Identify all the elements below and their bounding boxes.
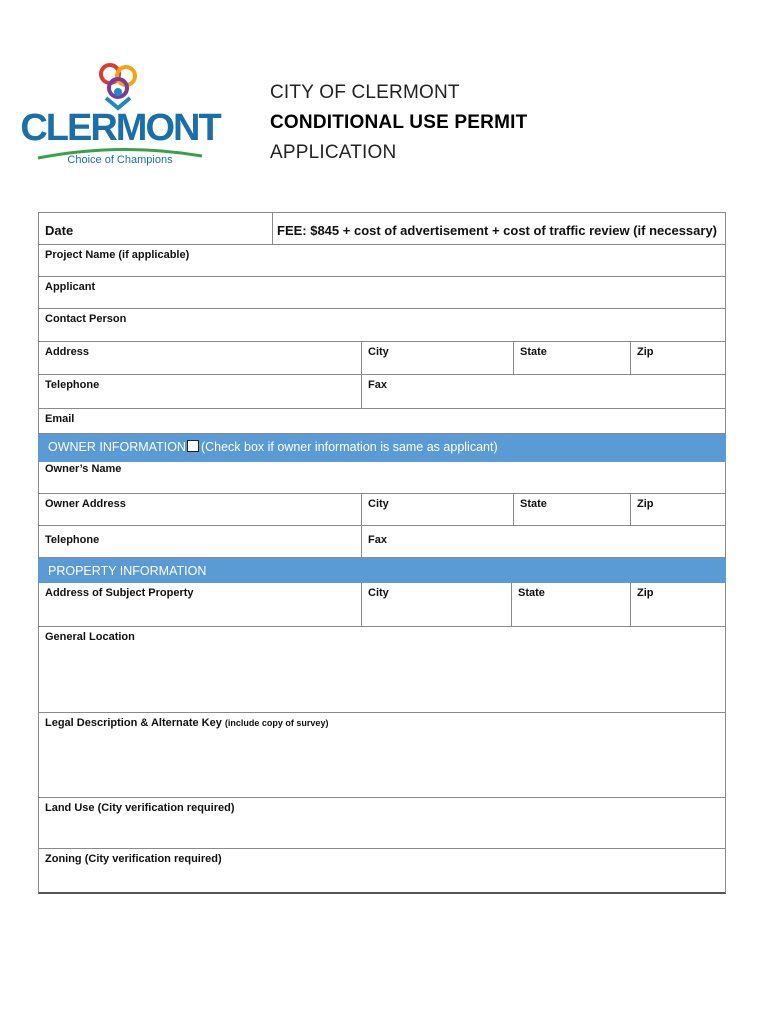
zip-label: Zip <box>637 346 654 358</box>
fax-label: Fax <box>368 379 387 391</box>
applicant-field[interactable] <box>38 277 726 309</box>
legal-description-label-wrap <box>45 717 328 729</box>
email-label: Email <box>45 413 75 425</box>
land-use-label: Land Use (City verification required) <box>45 802 235 814</box>
date-field[interactable] <box>39 213 272 244</box>
owners-name-label: Owner’s Name <box>45 463 122 475</box>
owner-fax-field[interactable] <box>361 526 725 557</box>
fax-field[interactable] <box>361 375 725 408</box>
contact-person-field[interactable] <box>38 309 726 342</box>
state-label: State <box>520 346 547 358</box>
logo-wordmark: CLERMONT <box>20 107 220 149</box>
land-use-field[interactable] <box>38 798 726 849</box>
legal-description-field[interactable] <box>38 713 726 798</box>
fee-label: FEE: $845 + cost of advertisement + cost of traffic review (if necessary) <box>277 223 718 238</box>
zoning-label: Zoning (City verification required) <box>45 853 222 865</box>
owners-name-field[interactable] <box>38 462 726 494</box>
header-city: CITY OF CLERMONT <box>270 82 460 103</box>
telephone-field[interactable] <box>39 375 361 408</box>
owner-city-label: City <box>368 498 389 510</box>
owner-section-title: OWNER INFORMATION <box>48 440 186 454</box>
property-state-label: State <box>518 587 545 599</box>
owner-state-label: State <box>520 498 547 510</box>
city-logo <box>20 62 220 166</box>
header-application: APPLICATION <box>270 142 397 163</box>
zip-field[interactable] <box>630 342 725 374</box>
owner-telephone-row <box>38 526 726 558</box>
telephone-label: Telephone <box>45 379 100 391</box>
property-state-field[interactable] <box>511 583 630 626</box>
property-section-title: PROPERTY INFORMATION <box>48 564 207 578</box>
logo-tagline: Choice of Champions <box>67 154 173 166</box>
general-location-label: General Location <box>45 631 135 643</box>
owner-state-field[interactable] <box>513 494 630 525</box>
property-section-header <box>38 558 726 583</box>
email-field[interactable] <box>38 409 726 434</box>
same-as-applicant-checkbox[interactable] <box>187 440 199 452</box>
address-field[interactable] <box>39 342 361 374</box>
city-field[interactable] <box>361 342 513 374</box>
owner-zip-field[interactable] <box>630 494 725 525</box>
owner-telephone-label: Telephone <box>45 534 100 546</box>
owner-city-field[interactable] <box>361 494 513 525</box>
telephone-row <box>38 375 726 409</box>
owner-section-header <box>38 434 726 462</box>
owner-fax-label: Fax <box>368 534 387 546</box>
applicant-label: Applicant <box>45 281 96 293</box>
owner-checkbox-text: (Check box if owner information is same as applicant) <box>200 440 498 454</box>
owner-address-field[interactable] <box>39 494 361 525</box>
property-zip-label: Zip <box>637 587 654 599</box>
fee-cell <box>272 213 725 244</box>
project-name-label: Project Name (if applicable) <box>45 249 190 261</box>
property-address-label: Address of Subject Property <box>45 587 194 599</box>
property-city-field[interactable] <box>361 583 511 626</box>
contact-person-label: Contact Person <box>45 313 127 325</box>
date-fee-row <box>38 212 726 245</box>
header-permit: CONDITIONAL USE PERMIT <box>270 112 528 133</box>
application-form <box>38 212 726 894</box>
address-label: Address <box>45 346 90 358</box>
state-field[interactable] <box>513 342 630 374</box>
city-label: City <box>368 346 389 358</box>
project-name-field[interactable] <box>38 245 726 277</box>
general-location-field[interactable] <box>38 627 726 713</box>
property-zip-field[interactable] <box>630 583 725 626</box>
legal-description-note: (include copy of survey) <box>224 718 329 728</box>
owner-address-row <box>38 494 726 526</box>
property-address-row <box>38 583 726 627</box>
owner-telephone-field[interactable] <box>39 526 361 557</box>
legal-description-label: Legal Description & Alternate Key <box>45 717 222 729</box>
address-row <box>38 342 726 375</box>
owner-zip-label: Zip <box>637 498 654 510</box>
date-label: Date <box>45 223 74 238</box>
owner-address-label: Owner Address <box>45 498 126 510</box>
zoning-field[interactable] <box>38 849 726 894</box>
property-address-field[interactable] <box>39 583 361 626</box>
property-city-label: City <box>368 587 389 599</box>
